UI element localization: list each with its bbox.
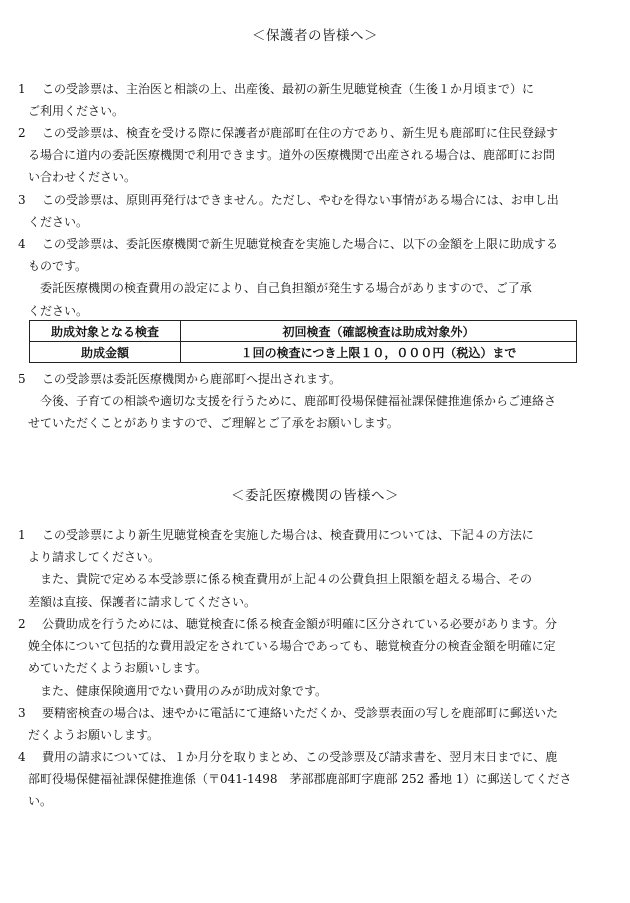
guardians-item-3	[18, 189, 618, 233]
item-number: 3	[18, 193, 26, 207]
institutions-item-4	[18, 746, 618, 813]
item-line: 今後、子育ての相談や適切な支援を行うために、鹿部町役場保健福祉課保健推進係からご連絡さ	[40, 394, 557, 409]
guardians-item-1	[18, 78, 618, 122]
item-line: 委託医療機関の検査費用の設定により、自己負担額が発生する場合がありますので、ご了承	[40, 281, 532, 296]
table-cell-value: １回の検査につき上限１０，０００円（税込）まで	[181, 342, 577, 363]
item-number: 2	[18, 617, 26, 631]
item-line: い。	[28, 794, 53, 809]
item-line: また、健康保険適用でない費用のみが助成対象です。	[40, 683, 328, 698]
item-line: 公費助成を行うためには、聴覚検査に係る検査金額が明確に区分されている必要があります。分	[42, 617, 558, 631]
item-number: 2	[18, 126, 26, 140]
guardians-item-2	[18, 122, 618, 189]
institutions-item-3	[18, 702, 618, 746]
item-line: この受診票は、主治医と相談の上、出産後、最初の新生児聴覚検査（生後１か月頃まで）に	[42, 82, 535, 96]
item-line: この受診票は委託医療機関から鹿部町へ提出されます。	[42, 372, 342, 386]
item-line: また、貴院で定める本受診票に係る検査費用が上記４の公費負担上限額を超える場合、その	[40, 572, 533, 587]
institutions-item-1	[18, 524, 618, 613]
item-line: ものです。	[28, 259, 88, 274]
table-row	[30, 342, 577, 363]
item-number: 1	[18, 528, 26, 542]
item-line: だくようお願いします。	[28, 728, 160, 743]
item-number: 5	[18, 372, 26, 386]
item-line: より請求してください。	[28, 550, 161, 565]
item-line: ください。	[28, 303, 89, 318]
item-line: この受診票により新生児聴覚検査を実施した場合は、検査費用については、下記４の方法に	[42, 528, 534, 542]
guardians-item-5	[18, 368, 618, 435]
item-line: 要精密検査の場合は、速やかに電話にて連絡いただくか、受診票表面の写しを鹿部町に郵送いた	[42, 706, 559, 720]
institutions-item-2	[18, 613, 618, 702]
guardians-item-4	[18, 233, 618, 322]
subsidy-table	[29, 320, 577, 363]
table-cell-label: 助成金額	[30, 342, 181, 363]
table-cell-value: 初回検査（確認検査は助成対象外）	[181, 321, 577, 342]
table-row	[30, 321, 577, 342]
institutions-heading: ＜委託医療機関の皆様へ＞	[231, 488, 399, 504]
item-line: 差額は直接、保護者に請求してください。	[28, 594, 257, 609]
item-number: 3	[18, 706, 26, 720]
item-line: い合わせください。	[28, 170, 137, 185]
item-number: 4	[18, 750, 26, 764]
item-line: る場合に道内の委託医療機関で利用できます。道外の医療機関で出産される場合は、鹿部町にお問	[28, 148, 556, 163]
guardians-heading: ＜保護者の皆様へ＞	[252, 28, 378, 44]
item-line: 費用の請求については、１か月分を取りまとめ、この受診票及び請求書を、翌月末日までに、鹿	[42, 750, 558, 764]
item-line: 部町役場保健福祉課保健推進係（〒041-1498 茅部郡鹿部町字鹿部 252 番地 1）に郵送してくださ	[28, 772, 572, 787]
item-line: せていただくことがありますので、ご理解とご了承をお願いします。	[28, 416, 399, 431]
item-line: この受診票は、検査を受ける際に保護者が鹿部町在住の方であり、新生児も鹿部町に住民登録す	[42, 126, 559, 140]
item-line: ご利用ください。	[28, 104, 125, 119]
item-line: めていただくようお願いします。	[28, 661, 208, 676]
item-number: 1	[18, 82, 26, 96]
item-line: この受診票は、委託医療機関で新生児聴覚検査を実施した場合に、以下の金額を上限に助成する	[42, 237, 559, 251]
item-number: 4	[18, 237, 26, 251]
item-line: 娩全体について包括的な費用設定をされている場合であっても、聴覚検査分の検査金額を明確に定	[28, 639, 556, 654]
item-line: ください。	[28, 215, 89, 230]
table-cell-label: 助成対象となる検査	[30, 321, 181, 342]
item-line: この受診票は、原則再発行はできません。ただし、やむを得ない事情がある場合には、お申し出	[42, 193, 559, 207]
